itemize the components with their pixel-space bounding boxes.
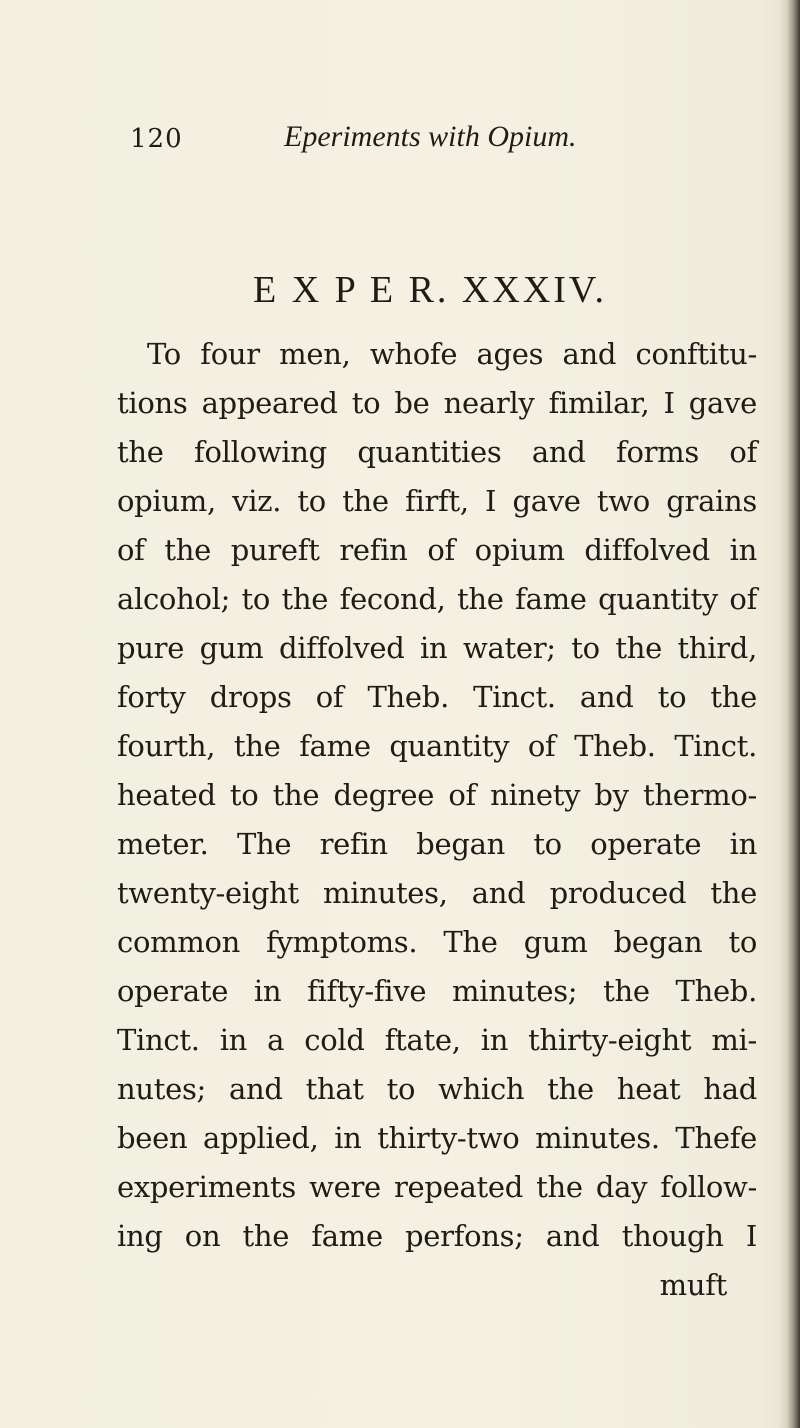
text-line: alcohol; to the fecond, the fame quantity of	[117, 582, 757, 616]
page-edge-shadow	[778, 0, 800, 1428]
text-line: opium, viz. to the firft, I gave two grains	[117, 484, 757, 518]
section-heading: E X P E R. XXXIV.	[253, 269, 607, 311]
text-line: twenty-eight minutes, and produced the	[117, 876, 757, 910]
page-number: 120	[130, 124, 183, 154]
text-line: ing on the fame perfons; and though I	[117, 1219, 757, 1253]
text-line: nutes; and that to which the heat had	[117, 1072, 757, 1106]
text-line: operate in fifty-five minutes; the Theb.	[117, 974, 757, 1008]
text-line: heated to the degree of ninety by thermo-	[117, 778, 757, 812]
catchword: muft	[659, 1268, 727, 1302]
text-line: experiments were repeated the day follow-	[117, 1170, 757, 1204]
text-line: Tinct. in a cold ftate, in thirty-eight mi-	[117, 1023, 757, 1057]
text-line: meter. The refin began to operate in	[117, 827, 757, 861]
text-line: of the pureft refin of opium diffolved in	[117, 533, 757, 567]
text-line: forty drops of Theb. Tinct. and to the	[117, 680, 757, 714]
text-line: tions appeared to be nearly fimilar, I gave	[117, 386, 757, 420]
text-line: pure gum diffolved in water; to the third,	[117, 631, 757, 665]
page-header	[130, 120, 650, 168]
text-line: been applied, in thirty-two minutes. Thefe	[117, 1121, 757, 1155]
text-line: common fymptoms. The gum began to	[117, 925, 757, 959]
text-line: the following quantities and forms of	[117, 435, 757, 469]
text-line: To four men, whofe ages and conftitu-	[147, 337, 757, 371]
body-text	[117, 330, 757, 1310]
running-title: Eperiments with Opium.	[284, 120, 577, 153]
text-line: fourth, the fame quantity of Theb. Tinct.	[117, 729, 757, 763]
